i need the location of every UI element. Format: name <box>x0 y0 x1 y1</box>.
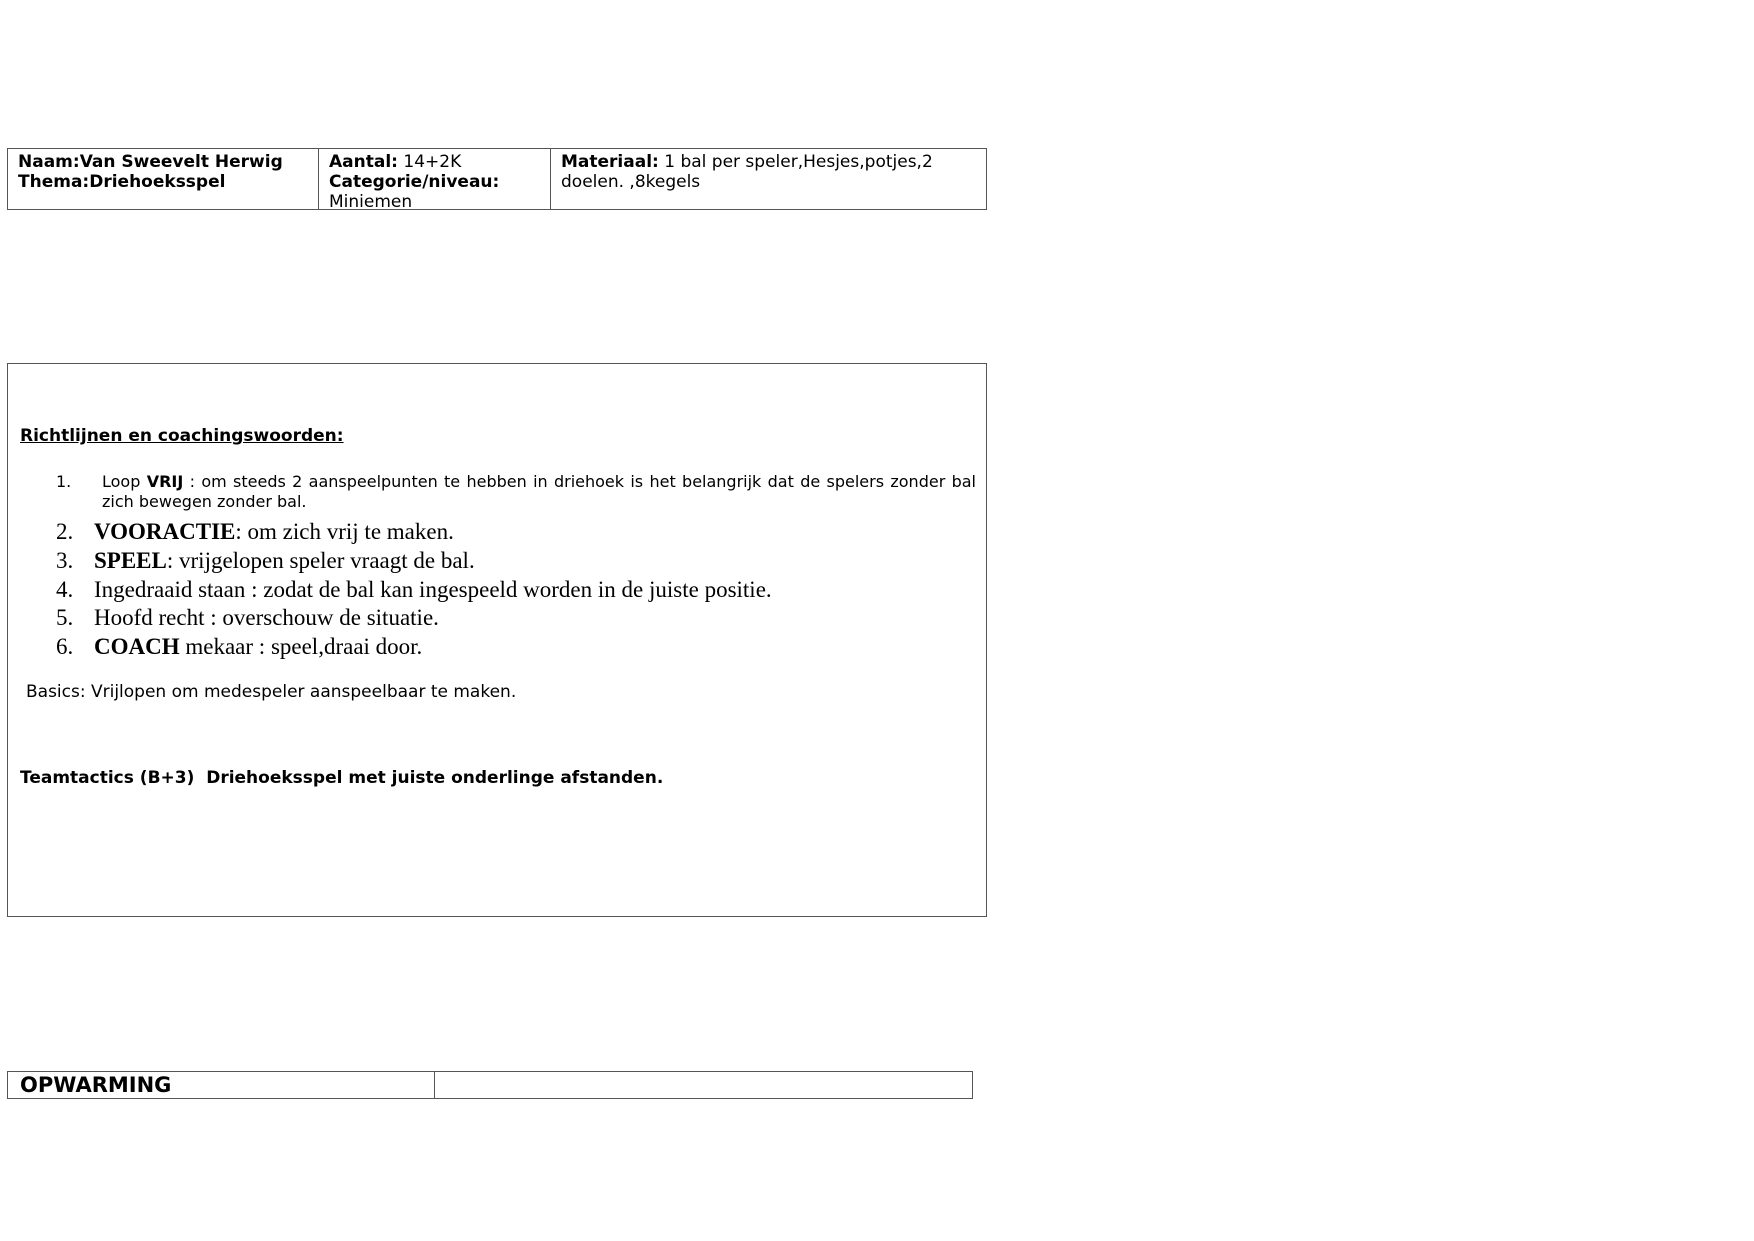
list-item: 6. COACH mekaar : speel,draai door. <box>56 634 423 659</box>
list-item-text: Loop VRIJ : om steeds 2 aanspeelpunten te hebben in driehoek is het belangrijk dat de spelers zonder bal zich bewegen zonder bal. <box>102 472 976 511</box>
materiaal-value: 1 bal per speler,Hesjes,potjes,2 doelen. ,8kegels <box>561 152 933 192</box>
aantal-categorie-cell <box>318 149 550 212</box>
categorie-value: Miniemen <box>329 192 413 212</box>
list-item-number: 6. <box>56 634 74 659</box>
naam-label: Naam: <box>18 152 80 172</box>
list-item-number: 4. <box>56 577 74 602</box>
richtlijnen-box <box>7 363 987 917</box>
opwarming-value <box>435 1072 972 1098</box>
list-item <box>56 472 976 512</box>
naam-line <box>18 152 308 172</box>
aantal-value: 14+2K <box>403 152 462 172</box>
thema-value: Driehoeksspel <box>89 172 226 192</box>
list-item-number: 2. <box>56 519 74 544</box>
thema-line <box>18 172 308 192</box>
opwarming-label: OPWARMING <box>8 1072 435 1098</box>
categorie-label: Categorie/niveau: <box>329 172 500 192</box>
teamtactics-text: Teamtactics (B+3) Driehoeksspel met juiste onderlinge afstanden. <box>20 768 664 788</box>
list-item-number: 1. <box>56 472 72 491</box>
thema-label: Thema: <box>18 172 90 192</box>
aantal-label: Aantal: <box>329 152 398 172</box>
naam-thema-cell <box>8 149 318 209</box>
list-item-number: 3. <box>56 548 74 573</box>
naam-value: Van Sweevelt Herwig <box>79 152 283 172</box>
header-table <box>7 148 987 210</box>
richtlijnen-title: Richtlijnen en coachingswoorden: <box>20 426 344 446</box>
materiaal-cell <box>550 149 986 209</box>
list-item: 5. Hoofd recht : overschouw de situatie. <box>56 605 439 630</box>
basics-text: Basics: Vrijlopen om medespeler aanspeelbaar te maken. <box>26 682 517 702</box>
list-item: 3. SPEEL: vrijgelopen speler vraagt de bal. <box>56 548 475 573</box>
list-item: 4. Ingedraaid staan : zodat de bal kan ingespeeld worden in de juiste positie. <box>56 577 772 602</box>
list-item: 2. VOORACTIE: om zich vrij te maken. <box>56 519 454 544</box>
opwarming-table <box>7 1071 973 1099</box>
list-item-number: 5. <box>56 605 74 630</box>
materiaal-label: Materiaal: <box>561 152 659 172</box>
aantal-line <box>329 152 540 172</box>
